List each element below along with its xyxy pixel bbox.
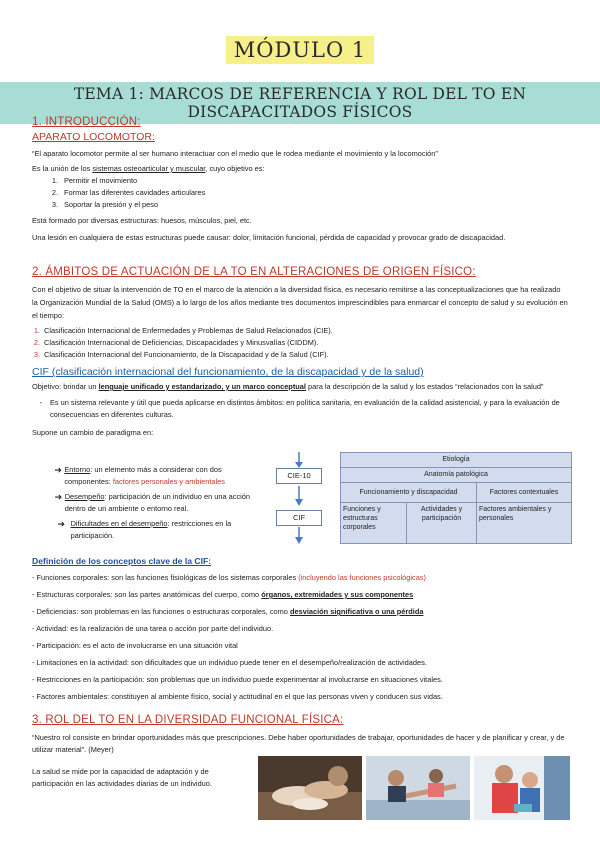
section-rol-to — [32, 714, 568, 756]
module-title: MÓDULO 1 — [226, 36, 374, 64]
goal-list — [46, 175, 568, 211]
paradigm-item-entorno: ➔ Entorno: un elemento más a considerar con dos componentes: factores personales y ambientales — [52, 464, 262, 488]
actividades-cell: Actividades y participación — [407, 503, 477, 543]
cif-objective: Objetivo: brindar un lenguaje unificado y estandarizado, y un marco conceptual para la descripción de la salud y los estados “relacionados con la salud” — [32, 382, 544, 391]
tema-title: TEMA 1: MARCOS DE REFERENCIA Y ROL DEL TO EN DISCAPACITADOS FÍSICOS — [0, 82, 600, 124]
cie10-box: CIE-10 — [276, 468, 322, 484]
cif-box: CIF — [276, 510, 322, 526]
list-item: 2. Clasificación Internacional de Deficiencias, Discapacidades y Minusvalías (CIDDM). — [33, 338, 319, 347]
salud-block — [32, 766, 242, 790]
union-text: Es la unión de los sistemas osteoarticular y muscular, cuyo objetivo es: — [32, 164, 265, 173]
paradigm-text: Supone un cambio de paradigma en: — [32, 428, 154, 437]
salud-text: La salud se mide por la capacidad de adaptación y de participación en las actividades diarias de un individuo. — [32, 767, 212, 788]
photo-hands-therapy — [258, 756, 362, 820]
def-deficiencias: - Deficiencias: son problemas en las funciones o estructuras corporales, como desviación significativa o una pérdida — [32, 607, 424, 616]
contextuales-header: Factores contextuales — [489, 489, 559, 496]
list-item: 1. Permitir el movimiento — [51, 176, 138, 185]
aparato-quote: “El aparato locomotor permite al ser humano interactuar con el medio que le rodea mediante el movimiento y la locomoción” — [32, 149, 438, 158]
grid-row-etiologia: Etiología — [341, 453, 571, 468]
def-participacion: - Participación: es el acto de involucrarse en una situación vital — [32, 641, 238, 650]
aparato-locomotor-heading: APARATO LOCOMOTOR: — [32, 131, 155, 143]
ambitos-intro: Con el objetivo de situar la intervención de TO en el marco de la atención a la diversidad física, es necesario remitirse a las conceptualizaciones que ha realizado la Organización Mundial de la Salud (OMS) a lo largo de los años mediante tres documentos imprescindibles para enmarcar el concepto de salud y su evolución en el tiempo: — [32, 285, 568, 320]
cie-cif-diagram — [272, 452, 572, 544]
section-ambitos — [32, 266, 568, 439]
funciones-cell: Funciones y estructuras corporales — [341, 503, 407, 543]
photo-stretching-therapy — [366, 756, 470, 820]
section-introduccion — [32, 116, 568, 244]
paradigm-item-dificultades: ➔ Dificultades en el desempeño: restricciones en la participación. — [52, 518, 262, 542]
grid-row-anatomia: Anatomía patológica — [341, 468, 571, 483]
classification-grid — [340, 452, 572, 544]
grid-row-headers — [341, 483, 571, 503]
func-disc-header: Funcionamiento y discapacidad — [341, 483, 477, 502]
arrow-right-icon: ➔ — [54, 465, 62, 475]
list-item: 3. Soportar la presión y el peso — [51, 200, 159, 209]
arrow-down-icon — [294, 486, 304, 506]
section-2-heading: 2. ÁMBITOS DE ACTUACIÓN DE LA TO EN ALTERACIONES DE ORIGEN FÍSICO: — [32, 266, 476, 278]
estructuras-text: Está formado por diversas estructuras: huesos, músculos, piel, etc. — [32, 216, 252, 225]
paradigm-item-desempeno: ➔ Desempeño: participación de un individuo en una acción dentro de un ambiente o entorno real. — [52, 491, 262, 515]
lesion-text: Una lesión en cualquiera de estas estructuras puede causar: dolor, limitación funcional, pérdida de capacidad y provocar grado de discapacidad. — [32, 233, 506, 242]
list-item: 2. Formar las diferentes cavidades articulares — [51, 188, 206, 197]
arrow-down-icon — [294, 527, 304, 544]
definitions-heading: Definición de los conceptos clave de la CIF: — [32, 556, 212, 566]
list-item: 1. Clasificación Internacional de Enfermedades y Problemas de Salud Relacionados (CIE). — [33, 326, 333, 335]
paradigm-list — [52, 464, 262, 545]
module-title-wrap — [0, 36, 600, 64]
cif-heading: CIF (clasificación internacional del funcionamiento, de la discapacidad y de la salud) — [32, 366, 424, 378]
def-funciones: - Funciones corporales: son las funciones fisiológicas de los sistemas corporales (incluyendo las funciones psicológicas) — [32, 573, 426, 582]
cif-relevance: - Es un sistema relevante y útil que pueda aplicarse en distintos ámbitos: en política sanitaria, en evaluación de la calidad asistencial, y para la evaluación de consecuencias en diferentes culturas. — [39, 398, 560, 419]
meyer-quote: “Nuestro rol consiste en brindar oportunidades más que prescripciones. Debe haber oportunidades de trabajar, oportunidades de hacer y de planificar y crear, y de utilizar material”. (Meyer) — [32, 733, 565, 754]
section-3-heading: 3. ROL DEL TO EN LA DIVERSIDAD FUNCIONAL FÍSICA: — [32, 714, 344, 726]
section-1-heading: 1. INTRODUCCIÓN: — [32, 116, 141, 128]
def-actividad: - Actividad: es la realización de una tarea o acción por parte del individuo. — [32, 624, 274, 633]
photo-child-therapy — [474, 756, 570, 820]
def-factores-ambientales: - Factores ambientales: constituyen al ambiente físico, social y actitudinal en el que las personas viven y conducen sus vidas. — [32, 692, 443, 701]
cif-definitions — [32, 556, 568, 704]
arrow-down-icon — [294, 452, 304, 468]
ambientales-cell: Factores ambientales y personales — [479, 506, 552, 522]
def-estructuras: - Estructuras corporales: son las partes anatómicas del cuerpo, como órganos, extremidades y sus componentes — [32, 590, 414, 599]
arrow-right-icon: ➔ — [57, 519, 66, 529]
list-item: 3. Clasificación Internacional del Funcionamiento, de la Discapacidad y de la Salud (CIF). — [33, 350, 329, 359]
documents-list — [32, 325, 568, 361]
def-limitaciones: - Limitaciones en la actividad: son dificultades que un individuo puede tener en el desempeño/realización de actividades. — [32, 658, 427, 667]
arrow-right-icon: ➔ — [54, 492, 63, 502]
def-restricciones: - Restricciones en la participación: son problemas que un individuo puede experimentar al involucrarse en situaciones vitales. — [32, 675, 443, 684]
